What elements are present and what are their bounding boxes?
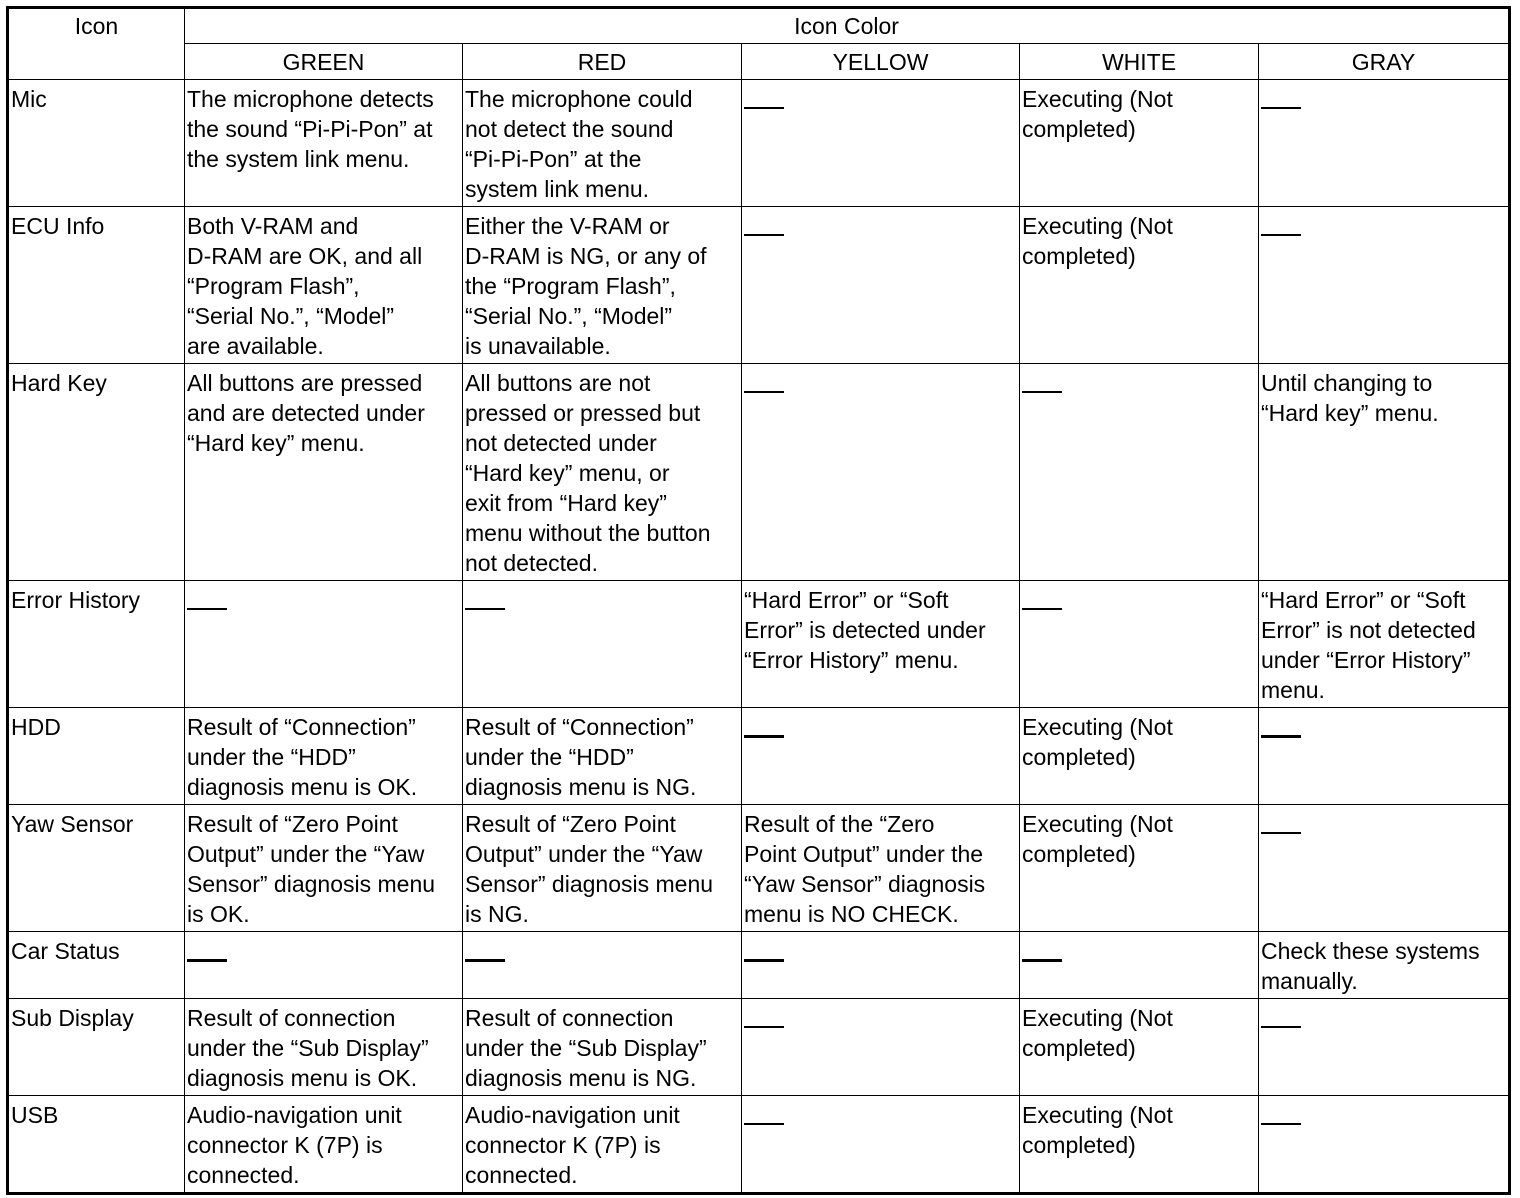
dash-line (1022, 391, 1062, 393)
cell-red (463, 932, 742, 999)
icon-column-header: Icon (8, 8, 185, 80)
row-icon-label: Car Status (8, 932, 185, 999)
row-icon-label: ECU Info (8, 207, 185, 364)
cell-white: Executing (Not completed) (1020, 1096, 1259, 1194)
dash-line (744, 1026, 784, 1028)
cell-gray (1259, 805, 1510, 932)
cell-gray (1259, 999, 1510, 1096)
cell-green: Both V-RAM and D-RAM are OK, and all “Program Flash”, “Serial No.”, “Model” are available. (185, 207, 463, 364)
cell-white: Executing (Not completed) (1020, 80, 1259, 207)
row-icon-label: USB (8, 1096, 185, 1194)
color-header-white: WHITE (1020, 44, 1259, 80)
dash-line (1261, 1123, 1301, 1125)
cell-green: All buttons are pressed and are detected under “Hard key” menu. (185, 364, 463, 581)
cell-red (463, 581, 742, 708)
cell-yellow (742, 932, 1020, 999)
dash-line (1022, 959, 1062, 962)
cell-white: Executing (Not completed) (1020, 207, 1259, 364)
table-row (8, 207, 1510, 364)
cell-yellow: Result of the “Zero Point Output” under the “Yaw Sensor” diagnosis menu is NO CHECK. (742, 805, 1020, 932)
cell-gray (1259, 1096, 1510, 1194)
cell-yellow (742, 708, 1020, 805)
cell-white (1020, 364, 1259, 581)
dash-line (744, 959, 784, 962)
dash-line (465, 959, 505, 962)
dash-line (1261, 1026, 1301, 1028)
cell-white (1020, 581, 1259, 708)
color-header-gray: GRAY (1259, 44, 1510, 80)
table-row (8, 932, 1510, 999)
dash-line (187, 959, 227, 962)
cell-yellow: “Hard Error” or “Soft Error” is detected under “Error History” menu. (742, 581, 1020, 708)
row-icon-label: Hard Key (8, 364, 185, 581)
cell-white (1020, 932, 1259, 999)
cell-gray (1259, 207, 1510, 364)
row-icon-label: Error History (8, 581, 185, 708)
cell-white: Executing (Not completed) (1020, 999, 1259, 1096)
dash-line (187, 608, 227, 610)
cell-gray: “Hard Error” or “Soft Error” is not detected under “Error History” menu. (1259, 581, 1510, 708)
cell-yellow (742, 999, 1020, 1096)
dash-line (744, 107, 784, 109)
cell-red: Audio-navigation unit connector K (7P) is connected. (463, 1096, 742, 1194)
row-icon-label: Yaw Sensor (8, 805, 185, 932)
cell-red: The microphone could not detect the sound “Pi-Pi-Pon” at the system link menu. (463, 80, 742, 207)
color-header-red: RED (463, 44, 742, 80)
table-row (8, 999, 1510, 1096)
row-icon-label: Sub Display (8, 999, 185, 1096)
table-row (8, 805, 1510, 932)
cell-yellow (742, 364, 1020, 581)
cell-yellow (742, 80, 1020, 207)
cell-green: The microphone detects the sound “Pi-Pi-Pon” at the system link menu. (185, 80, 463, 207)
cell-red: Either the V-RAM or D-RAM is NG, or any of the “Program Flash”, “Serial No.”, “Model” is unavailable. (463, 207, 742, 364)
dash-line (744, 234, 784, 236)
cell-gray: Check these systems manually. (1259, 932, 1510, 999)
cell-red: Result of “Zero Point Output” under the “Yaw Sensor” diagnosis menu is NG. (463, 805, 742, 932)
cell-red: Result of “Connection” under the “HDD” diagnosis menu is NG. (463, 708, 742, 805)
table-row (8, 364, 1510, 581)
table-row (8, 80, 1510, 207)
dash-line (744, 735, 784, 738)
color-header-green: GREEN (185, 44, 463, 80)
cell-red: All buttons are not pressed or pressed but not detected under “Hard key” menu, or exit from “Hard key” menu without the button not detected. (463, 364, 742, 581)
dash-line (1261, 735, 1301, 738)
cell-white: Executing (Not completed) (1020, 708, 1259, 805)
cell-gray (1259, 708, 1510, 805)
table-row (8, 708, 1510, 805)
color-header-yellow: YELLOW (742, 44, 1020, 80)
dash-line (1261, 107, 1301, 109)
cell-yellow (742, 1096, 1020, 1194)
dash-line (1261, 234, 1301, 236)
cell-gray: Until changing to “Hard key” menu. (1259, 364, 1510, 581)
cell-green: Audio-navigation unit connector K (7P) is connected. (185, 1096, 463, 1194)
table-row (8, 1096, 1510, 1194)
cell-green (185, 932, 463, 999)
cell-yellow (742, 207, 1020, 364)
cell-green: Result of “Zero Point Output” under the “Yaw Sensor” diagnosis menu is OK. (185, 805, 463, 932)
cell-red: Result of connection under the “Sub Display” diagnosis menu is NG. (463, 999, 742, 1096)
cell-green (185, 581, 463, 708)
icon-color-header: Icon Color (185, 8, 1510, 44)
cell-gray (1259, 80, 1510, 207)
icon-color-table (6, 6, 1511, 1195)
table-row (8, 581, 1510, 708)
dash-line (744, 391, 784, 393)
dash-line (1261, 832, 1301, 834)
dash-line (1022, 608, 1062, 610)
cell-green: Result of connection under the “Sub Display” diagnosis menu is OK. (185, 999, 463, 1096)
row-icon-label: Mic (8, 80, 185, 207)
cell-green: Result of “Connection” under the “HDD” diagnosis menu is OK. (185, 708, 463, 805)
dash-line (744, 1123, 784, 1125)
cell-white: Executing (Not completed) (1020, 805, 1259, 932)
row-icon-label: HDD (8, 708, 185, 805)
dash-line (465, 608, 505, 610)
